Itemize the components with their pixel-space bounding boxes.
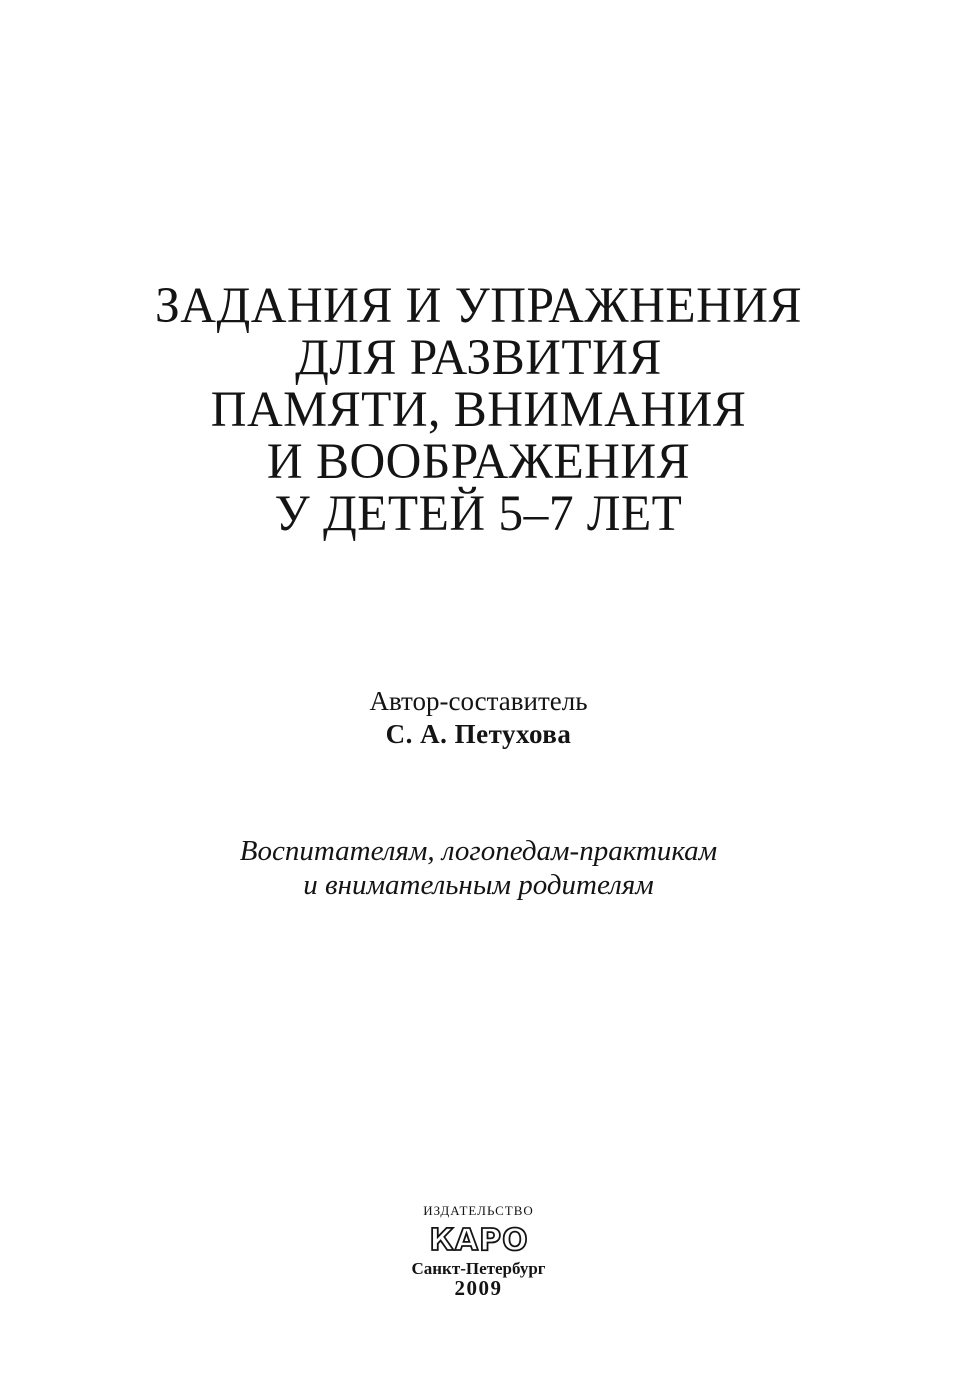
dedication [0, 834, 957, 902]
book-title [14, 280, 942, 540]
book-title-line: И ВООБРАЖЕНИЯ [266, 434, 691, 490]
dedication-line: Воспитателям, логопедам-практикам [239, 835, 718, 867]
publisher-label: ИЗДАТЕЛЬСТВО [423, 1203, 534, 1218]
book-title-line: ЗАДАНИЯ И УПРАЖНЕНИЯ [155, 278, 802, 334]
dedication-line: и внимательным родителям [303, 869, 654, 901]
book-title-line: У ДЕТЕЙ 5–7 ЛЕТ [274, 486, 683, 542]
author-name: С. А. Петухова [385, 719, 572, 749]
author-role-label: Автор-составитель [369, 686, 588, 716]
book-title-line: ПАМЯТИ, ВНИМАНИЯ [210, 382, 747, 438]
publication-year: 2009 [454, 1276, 503, 1300]
author-block [0, 685, 957, 751]
book-title-line: ДЛЯ РАЗВИТИЯ [295, 330, 662, 386]
karo-publisher-logo-icon [414, 1221, 544, 1257]
publisher-block [0, 1204, 957, 1298]
publisher-city: Санкт-Петербург [411, 1259, 546, 1278]
karo-logo-text: КАРО [428, 1223, 529, 1257]
